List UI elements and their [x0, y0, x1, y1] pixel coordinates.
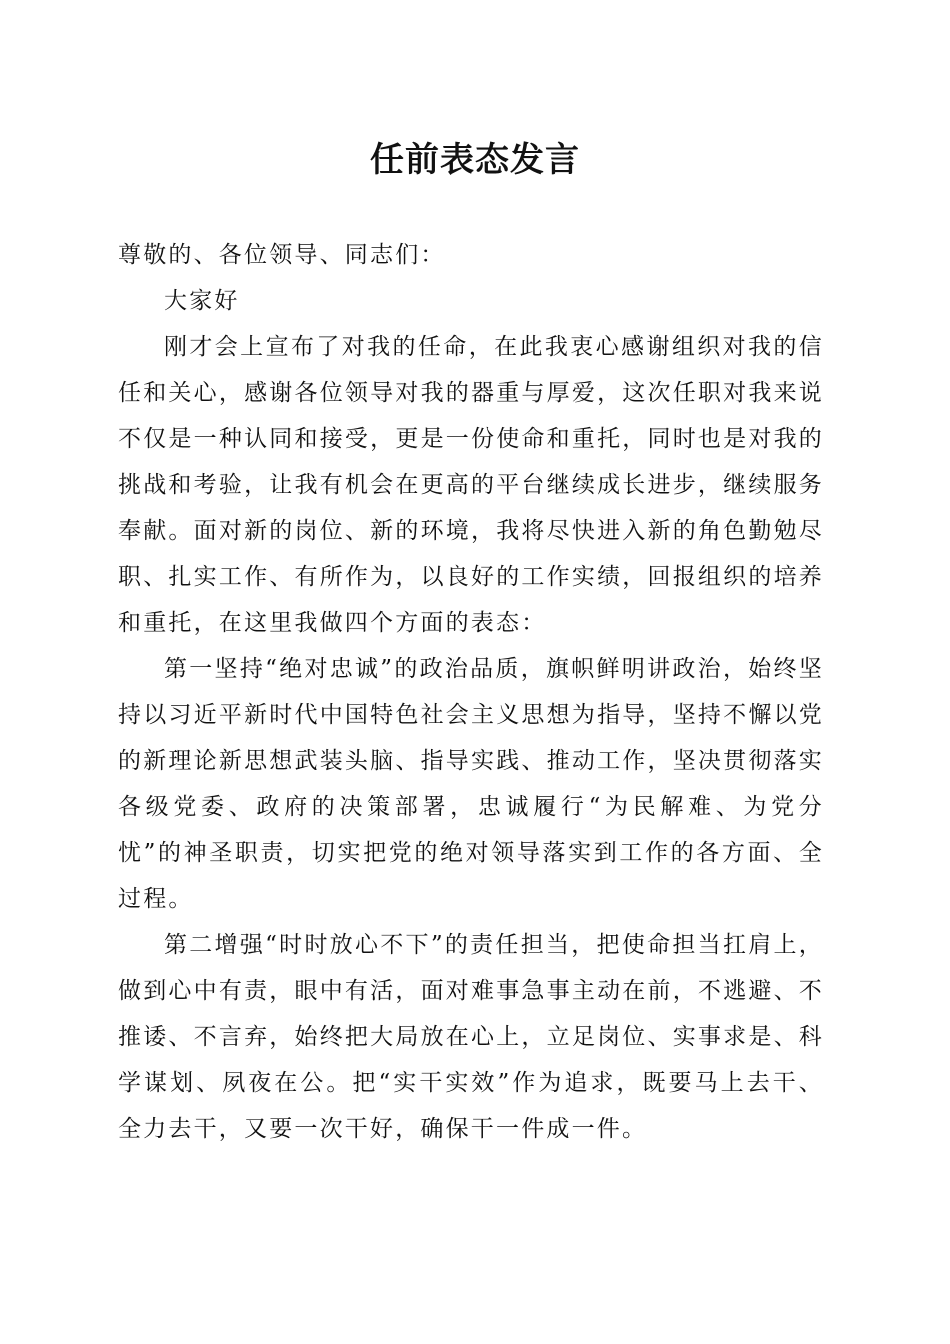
- document-body: [118, 232, 824, 1152]
- salutation: 尊敬的、各位领导、同志们：: [118, 242, 446, 268]
- greeting: 大家好: [164, 288, 240, 314]
- document-title: 任前表态发言: [370, 140, 580, 180]
- paragraph-intro: 刚才会上宣布了对我的任命，在此我衷心感谢组织对我的信任和关心，感谢各位领导对我的器重与厚爱，这次任职对我来说不仅是一种认同和接受，更是一份使命和重托，同时也是对我的挑战和考验，让我有机会在更高的平台继续成长进步，继续服务奉献。面对新的岗位、新的环境，我将尽快进入新的角色勤勉尽职、扎实工作、有所作为，以良好的工作实绩，回报组织的培养和重托，在这里我做四个方面的表态：: [118, 334, 824, 636]
- paragraph-second-commitment: 第二增强“时时放心不下”的责任担当，把使命担当扛肩上，做到心中有责，眼中有活，面对难事急事主动在前，不逃避、不推诿、不言弃，始终把大局放在心上，立足岗位、实事求是、科学谋划、夙夜在公。把“实干实效”作为追求，既要马上去干、全力去干，又要一次干好，确保干一件成一件。: [118, 932, 824, 1142]
- paragraph-first-commitment: 第一坚持“绝对忠诚”的政治品质，旗帜鲜明讲政治，始终坚持以习近平新时代中国特色社会主义思想为指导，坚持不懈以党的新理论新思想武装头脑、指导实践、推动工作，坚决贯彻落实各级党委、政府的决策部署，忠诚履行“为民解难、为党分忧”的神圣职责，切实把党的绝对领导落实到工作的各方面、全过程。: [118, 656, 824, 912]
